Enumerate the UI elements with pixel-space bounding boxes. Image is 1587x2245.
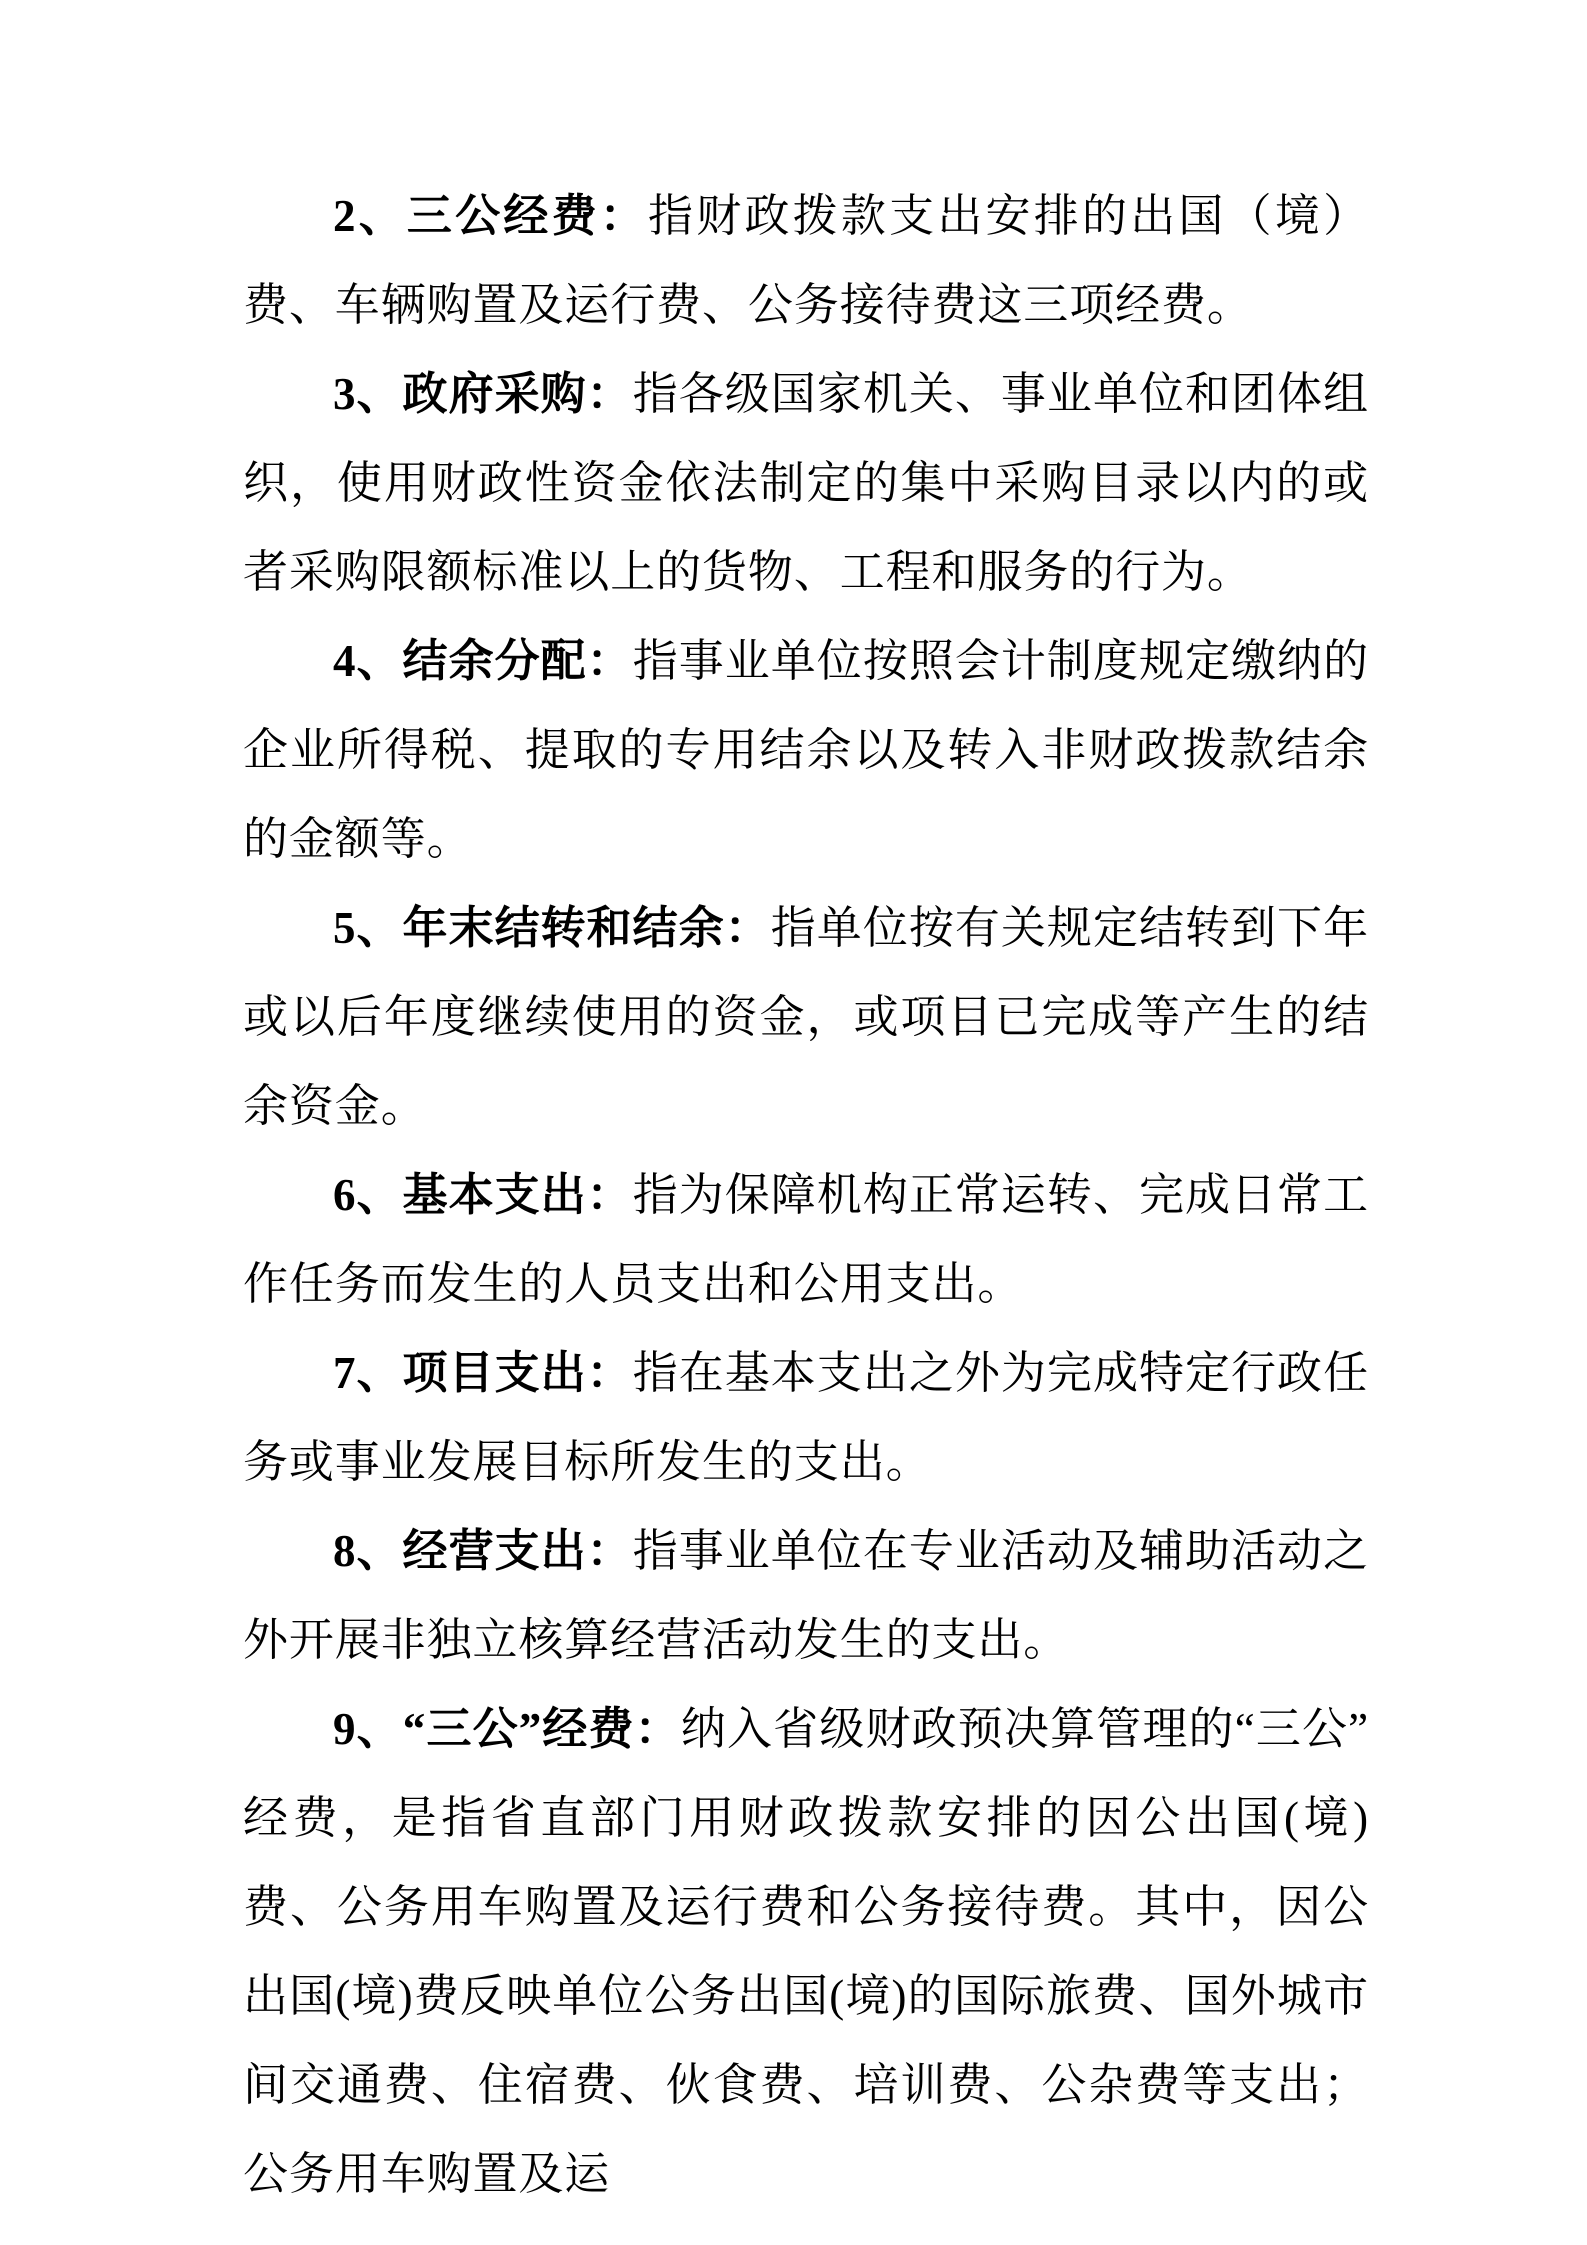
definition-paragraph (243, 884, 1369, 1151)
term-definition: 纳入省级财政预决算管理的“三公”经费，是指省直部门用财政拨款安排的因公出国(境)费、公务用车购置及运行费和公务接待费。其中，因公出国(境)费反映单位公务出国(境)的国际旅费、国外城市间交通费、住宿费、伙食费、培训费、公杂费等支出；公务用车购置及运 (243, 1704, 1369, 2199)
definition-paragraph (243, 1329, 1369, 1507)
document-body (243, 172, 1369, 2219)
term-definition: 指单位按有关规定结转到下年或以后年度继续使用的资金，或项目已完成等产生的结余资金。 (243, 903, 1369, 1131)
term-label: 9、“三公”经费： (333, 1704, 681, 1754)
term-label: 6、基本支出： (333, 1170, 633, 1220)
term-label: 8、经营支出： (333, 1526, 633, 1576)
term-label: 4、结余分配： (333, 636, 633, 686)
term-label: 2、三公经费： (333, 191, 649, 241)
term-definition: 指为保障机构正常运转、完成日常工作任务而发生的人员支出和公用支出。 (243, 1170, 1369, 1309)
definition-paragraph (243, 350, 1369, 617)
definition-paragraph (243, 1507, 1369, 1685)
term-definition: 指各级国家机关、事业单位和团体组织，使用财政性资金依法制定的集中采购目录以内的或者采购限额标准以上的货物、工程和服务的行为。 (243, 369, 1369, 597)
term-definition: 指财政拨款支出安排的出国（境）费、车辆购置及运行费、公务接待费这三项经费。 (243, 191, 1369, 330)
term-label: 3、政府采购： (333, 369, 633, 419)
definition-paragraph (243, 1685, 1369, 2219)
definition-paragraph (243, 1151, 1369, 1329)
term-definition: 指事业单位在专业活动及辅助活动之外开展非独立核算经营活动发生的支出。 (243, 1526, 1369, 1665)
definition-paragraph (243, 172, 1369, 350)
term-label: 7、项目支出： (333, 1348, 633, 1398)
definition-paragraph (243, 617, 1369, 884)
term-definition: 指在基本支出之外为完成特定行政任务或事业发展目标所发生的支出。 (243, 1348, 1369, 1487)
term-label: 5、年末结转和结余： (333, 903, 771, 953)
term-definition: 指事业单位按照会计制度规定缴纳的企业所得税、提取的专用结余以及转入非财政拨款结余的金额等。 (243, 636, 1369, 864)
